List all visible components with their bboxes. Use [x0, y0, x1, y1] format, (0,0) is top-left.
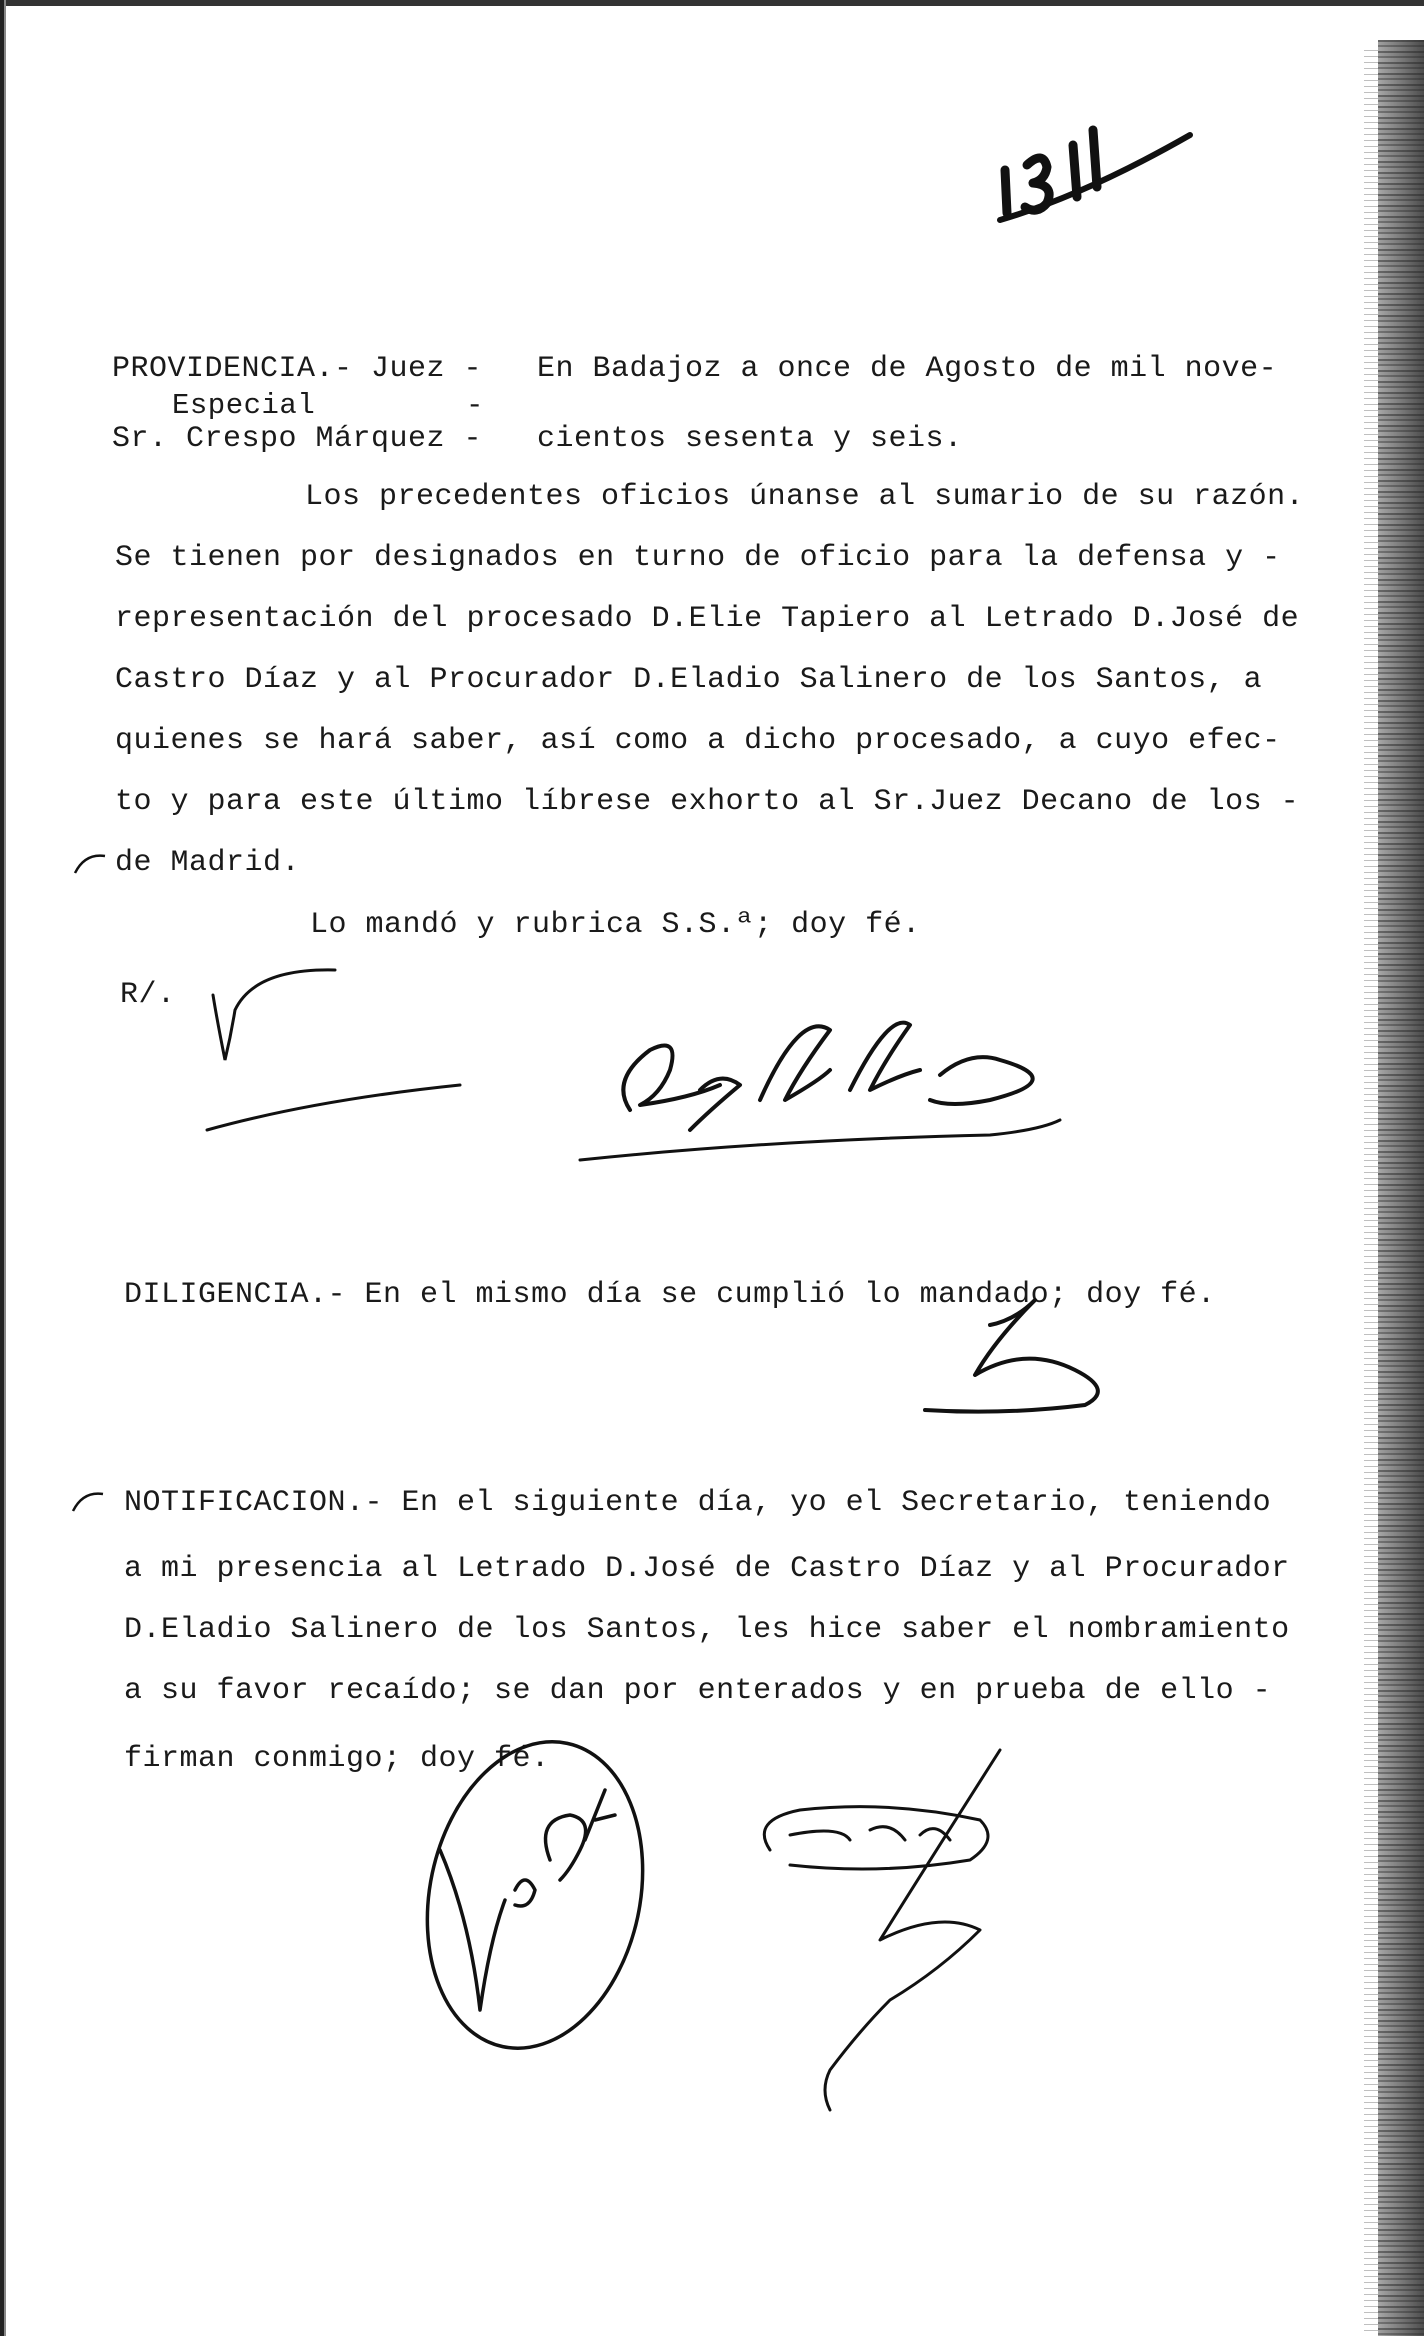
lawyer-signature: [420, 1720, 650, 2060]
providencia-especial-dash: -: [466, 389, 484, 422]
notificacion-line-5: firman conmigo; doy fé.: [124, 1742, 550, 1776]
notificacion-line-3: D.Eladio Salinero de los Santos, les hice saber el nombramiento: [124, 1613, 1290, 1647]
document-number-handwritten: [985, 95, 1195, 225]
date-line-2: cientos sesenta y seis.: [537, 422, 963, 456]
providencia-especial: Especial: [172, 389, 316, 422]
body-line-7: de Madrid.: [115, 846, 301, 880]
body-line-5: quienes se hará saber, así como a dicho procesado, a cuyo efec-: [115, 724, 1281, 758]
page-binding-shadow: [1364, 50, 1378, 2336]
body-line-3: representación del procesado D.Elie Tapiero al Letrado D.José de: [115, 602, 1300, 636]
judge-signature: [570, 990, 1170, 1170]
margin-mark-1: [70, 848, 110, 878]
rubric-label: R/.: [120, 978, 176, 1012]
margin-mark-2: [68, 1486, 108, 1516]
notificacion-line-1: NOTIFICACION.- En el siguiente día, yo el Secretario, teniendo: [124, 1486, 1272, 1520]
closing-line: Lo mandó y rubrica S.S.ª; doy fé.: [310, 908, 921, 942]
body-line-4: Castro Díaz y al Procurador D.Eladio Salinero de los Santos, a: [115, 663, 1263, 697]
providencia-label: PROVIDENCIA.- Juez -: [112, 352, 483, 386]
date-line-1: En Badajoz a once de Agosto de mil nove-: [537, 352, 1278, 386]
diligencia-text: DILIGENCIA.- En el mismo día se cumplió lo mandado; doy fé.: [124, 1278, 1216, 1312]
body-line-1: Los precedentes oficios únanse al sumario de su razón.: [305, 480, 1305, 514]
judge-name: Sr. Crespo Márquez -: [112, 422, 483, 456]
procurador-signature: [730, 1740, 1050, 2120]
notificacion-line-2: a mi presencia al Letrado D.José de Castro Díaz y al Procurador: [124, 1552, 1290, 1586]
page-right-edge: [1378, 40, 1424, 2336]
page-left-edge: [0, 0, 10, 2336]
body-line-2: Se tienen por designados en turno de oficio para la defensa y -: [115, 541, 1281, 575]
page-top-edge: [0, 0, 1424, 6]
rubric-signature: [195, 950, 475, 1150]
diligencia-signature: [905, 1280, 1155, 1430]
notificacion-line-4: a su favor recaído; se dan por enterados y en prueba de ello -: [124, 1674, 1272, 1708]
body-line-6: to y para este último líbrese exhorto al Sr.Juez Decano de los -: [115, 785, 1300, 819]
